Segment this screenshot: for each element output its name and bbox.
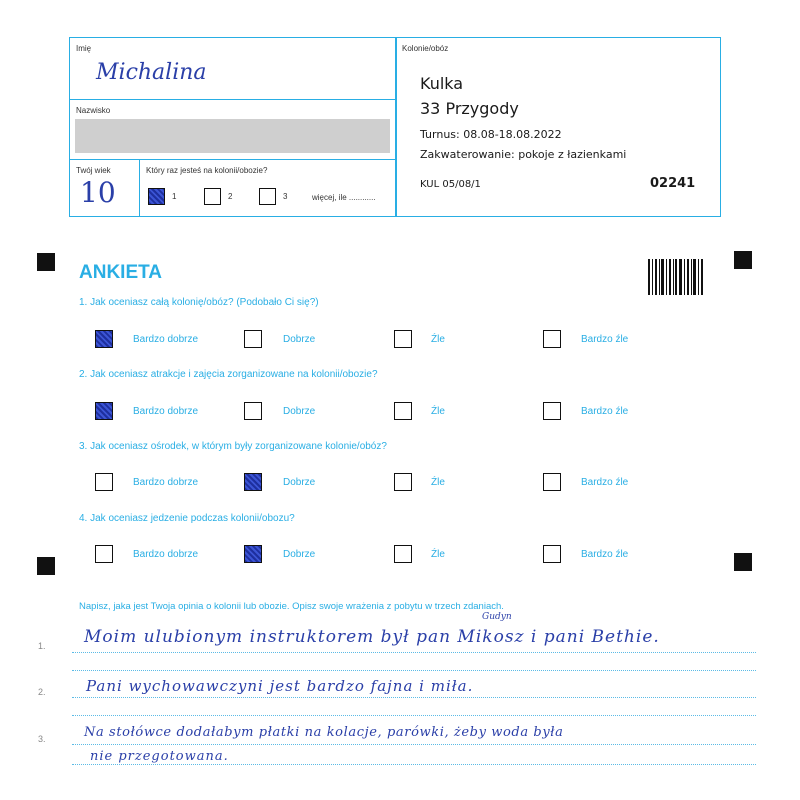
handwritten-note: Gudyn — [482, 612, 512, 622]
answer-2[interactable]: Pani wychowawczyni jest bardzo fajna i miła. — [86, 677, 474, 695]
q4-option-bardzo-zle-checkbox[interactable] — [543, 545, 561, 563]
q2-option-bardzo-dobrze-checkbox[interactable] — [95, 402, 113, 420]
q2-option-zle-checkbox[interactable] — [394, 402, 412, 420]
q4-option-label: Dobrze — [283, 549, 316, 560]
question-2: 2. Jak oceniasz atrakcje i zajęcia zorganizowane na kolonii/obozie? — [79, 369, 378, 380]
q3-option-label: Dobrze — [283, 477, 316, 488]
q1-option-label: Dobrze — [283, 334, 316, 345]
q2-option-label: Bardzo dobrze — [133, 406, 199, 417]
divider — [139, 159, 140, 217]
q3-option-dobrze-checkbox[interactable] — [244, 473, 262, 491]
q4-option-label: Bardzo dobrze — [133, 549, 199, 560]
q4-option-label: Bardzo źle — [581, 549, 629, 560]
question-4: 4. Jak oceniasz jedzenie podczas kolonii/obozu? — [79, 513, 295, 524]
q2-option-label: Źle — [431, 406, 445, 417]
q2-option-label: Dobrze — [283, 406, 316, 417]
line-number: 3. — [38, 734, 46, 744]
q4-option-label: Źle — [431, 549, 445, 560]
answer-1[interactable]: Moim ulubionym instruktorem był pan Mikosz i pani Bethie. — [84, 627, 660, 647]
ktory-raz-option-3: 3 — [283, 192, 288, 201]
answer-line — [72, 764, 756, 765]
line-number: 1. — [38, 641, 46, 651]
ktory-raz-option-2: 2 — [228, 192, 233, 201]
answer-line — [72, 670, 756, 671]
imie-label: Imię — [76, 44, 92, 53]
survey-title: ANKIETA — [79, 262, 163, 283]
answer-line — [72, 715, 756, 716]
ktory-raz-checkbox-1[interactable] — [148, 188, 165, 205]
answer-line — [72, 697, 756, 698]
nazwisko-redacted — [75, 119, 390, 153]
q3-option-label: Źle — [431, 477, 445, 488]
q3-option-label: Bardzo dobrze — [133, 477, 199, 488]
q4-option-zle-checkbox[interactable] — [394, 545, 412, 563]
wiecej-label: więcej, ile ............ — [312, 193, 376, 202]
q1-option-label: Bardzo źle — [581, 334, 629, 345]
kolonie-label: Kolonie/obóz — [402, 44, 449, 53]
ktory-raz-checkbox-2[interactable] — [204, 188, 221, 205]
answer-line — [72, 652, 756, 653]
registration-mark — [734, 553, 752, 571]
ktory-raz-checkbox-3[interactable] — [259, 188, 276, 205]
q1-option-bardzo-zle-checkbox[interactable] — [543, 330, 561, 348]
q1-option-label: Bardzo dobrze — [133, 334, 199, 345]
q2-option-dobrze-checkbox[interactable] — [244, 402, 262, 420]
question-1: 1. Jak oceniasz całą kolonię/obóz? (Podobało Ci się?) — [79, 297, 319, 308]
q1-option-bardzo-dobrze-checkbox[interactable] — [95, 330, 113, 348]
registration-mark — [734, 251, 752, 269]
line-number: 2. — [38, 687, 46, 697]
question-3: 3. Jak oceniasz ośrodek, w którym były zorganizowane kolonie/obóz? — [79, 441, 387, 452]
q3-option-label: Bardzo źle — [581, 477, 629, 488]
q2-option-bardzo-zle-checkbox[interactable] — [543, 402, 561, 420]
imie-value[interactable]: Michalina — [96, 60, 207, 85]
q4-option-bardzo-dobrze-checkbox[interactable] — [95, 545, 113, 563]
zakwaterowanie: Zakwaterowanie: pokoje z łazienkami — [420, 148, 627, 161]
q1-option-label: Źle — [431, 334, 445, 345]
q3-option-bardzo-dobrze-checkbox[interactable] — [95, 473, 113, 491]
q1-option-dobrze-checkbox[interactable] — [244, 330, 262, 348]
camp-code: KUL 05/08/1 — [420, 179, 481, 190]
q4-option-dobrze-checkbox[interactable] — [244, 545, 262, 563]
wiek-label: Twój wiek — [76, 166, 111, 175]
wiek-value[interactable]: 10 — [80, 176, 116, 209]
divider — [69, 159, 396, 160]
registration-mark — [37, 557, 55, 575]
nazwisko-label: Nazwisko — [76, 106, 111, 115]
camp-name: Kulka — [420, 74, 464, 93]
registration-mark — [37, 253, 55, 271]
answer-3[interactable]: Na stołówce dodałabym płatki na kolacje, parówki, żeby woda była — [84, 725, 564, 740]
divider — [69, 99, 396, 100]
q3-option-bardzo-zle-checkbox[interactable] — [543, 473, 561, 491]
q1-option-zle-checkbox[interactable] — [394, 330, 412, 348]
q2-option-label: Bardzo źle — [581, 406, 629, 417]
barcode-icon — [648, 259, 704, 295]
answer-3-continued[interactable]: nie przegotowana. — [90, 749, 229, 764]
q3-option-zle-checkbox[interactable] — [394, 473, 412, 491]
ktory-raz-option-1: 1 — [172, 192, 177, 201]
opinion-prompt: Napisz, jaka jest Twoja opinia o kolonii lub obozie. Opisz swoje wrażenia z pobytu w trzech zdaniach. — [79, 601, 504, 612]
answer-line — [72, 744, 756, 745]
turnus: Turnus: 08.08-18.08.2022 — [420, 128, 562, 141]
form-number: 02241 — [650, 176, 696, 191]
ktory-raz-label: Który raz jesteś na kolonii/obozie? — [146, 166, 268, 175]
camp-program: 33 Przygody — [420, 99, 519, 118]
